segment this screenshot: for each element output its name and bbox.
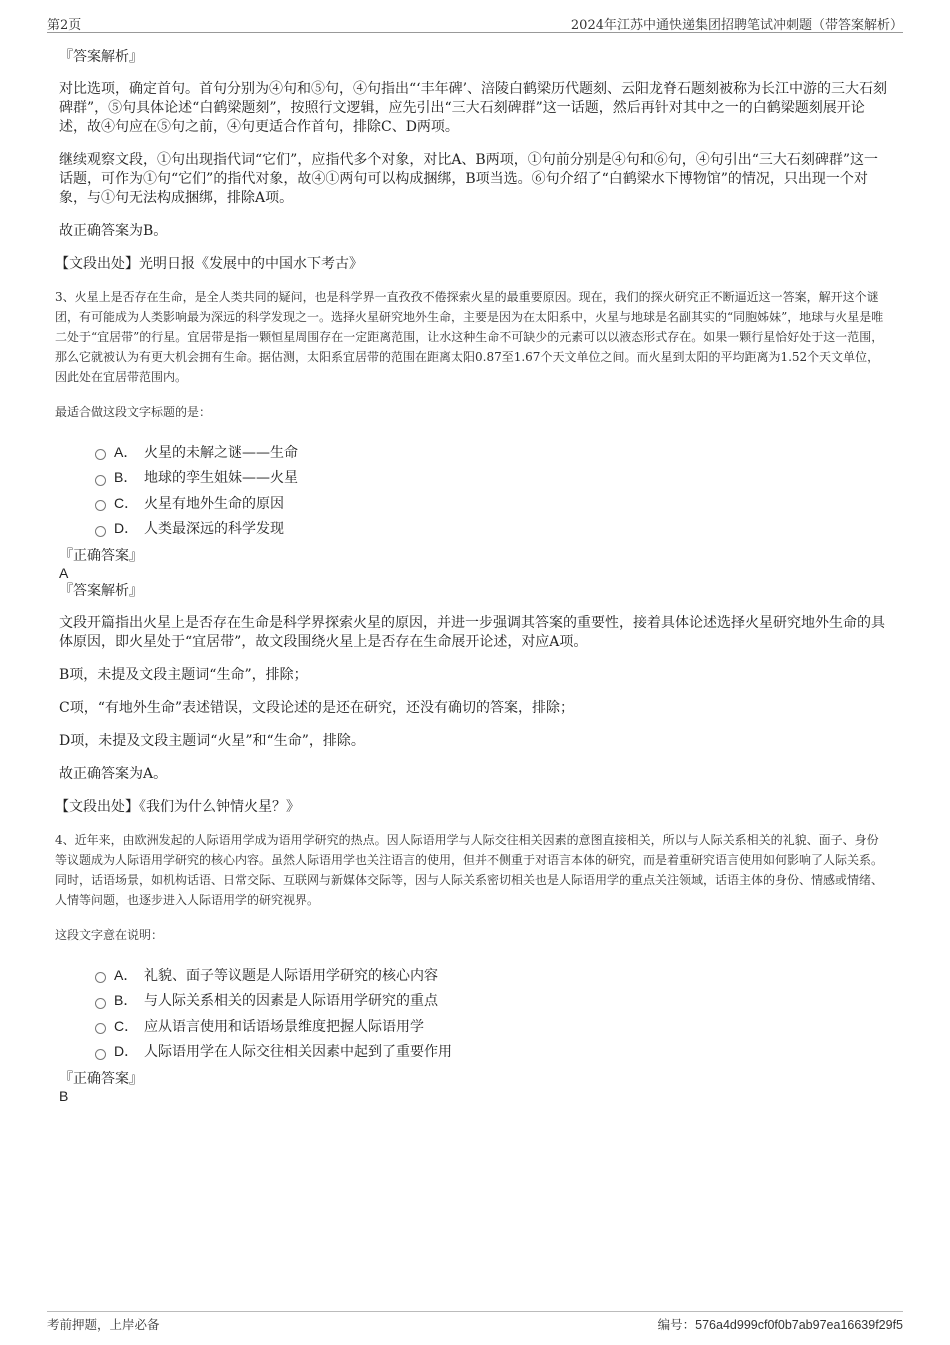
analysis-paragraph: 对比选项，确定首句。首句分别为④句和⑤句，④句指出“‘丰年碑’、涪陵白鹤梁历代题刻、云阳龙脊石题刻被称为长江中游的三大石刻碑群”，⑤句具体论述“白鹤梁题刻”，按照行文逻辑，应先引出“三大石刻碑群”这一话题，然后再针对其中之一的白鹤梁题刻展开论述，故④句应在⑤句之前，④句更适合作首句，排除C、D两项。 xyxy=(59,81,888,135)
question-4 xyxy=(55,830,890,1105)
radio-icon[interactable] xyxy=(95,475,106,486)
radio-icon[interactable] xyxy=(95,998,106,1009)
option-a[interactable]: A． 礼貌、面子等议题是人际语用学研究的核心内容 xyxy=(95,962,890,988)
option-d[interactable]: D． 人际语用学在人际交往相关因素中起到了重要作用 xyxy=(95,1039,890,1065)
question-3 xyxy=(55,287,890,816)
page-footer xyxy=(47,1311,903,1334)
analysis-label: 『答案解析』 xyxy=(59,49,143,65)
option-c[interactable]: C． 火星有地外生命的原因 xyxy=(95,490,890,516)
analysis-paragraph: B项，未提及文段主题词“生命”，排除； xyxy=(59,667,308,683)
answer-label: 『正确答案』 xyxy=(59,1071,143,1087)
options-list xyxy=(95,439,890,541)
option-d[interactable]: D． 人类最深远的科学发现 xyxy=(95,516,890,542)
radio-icon[interactable] xyxy=(95,500,106,511)
page-number: 第2页 xyxy=(47,18,82,33)
analysis-paragraph: 继续观察文段，①句出现指代词“它们”，应指代多个对象，对比A、B两项，①句前分别是④句和⑥句，④句引出“三大石刻碑群”这一话题，可作为①句“它们”的指代对象，故④①两句可以构成捆绑，B项当选。⑥句介绍了“白鹤梁水下博物馆”的情况，只出现一个对象，与①句无法构成捆绑，排除A项。 xyxy=(59,152,879,206)
footer-slogan: 考前押题，上岸必备 xyxy=(47,1317,160,1332)
question-2-tail xyxy=(55,48,890,273)
options-list xyxy=(95,962,890,1064)
answer-value: B xyxy=(59,1088,69,1104)
analysis-paragraph: D项，未提及文段主题词“火星”和“生命”，排除。 xyxy=(59,733,365,749)
option-b[interactable]: B． 与人际关系相关的因素是人际语用学研究的重点 xyxy=(95,988,890,1014)
radio-icon[interactable] xyxy=(95,449,106,460)
answer-label: 『正确答案』 xyxy=(59,548,143,564)
page-header xyxy=(47,12,903,33)
radio-icon[interactable] xyxy=(95,1023,106,1034)
radio-icon[interactable] xyxy=(95,526,106,537)
radio-icon[interactable] xyxy=(95,1049,106,1060)
page-content xyxy=(55,48,890,1105)
option-a[interactable]: A． 火星的未解之谜——生命 xyxy=(95,439,890,465)
question-prompt: 最适合做这段文字标题的是： xyxy=(55,405,212,419)
analysis-paragraph: C项，“有地外生命”表述错误，文段论述的是还在研究，还没有确切的答案，排除； xyxy=(59,700,575,716)
document-title: 2024年江苏中通快递集团招聘笔试冲刺题（带答案解析） xyxy=(570,18,903,33)
source-citation: 【文段出处】光明日报《发展中的中国水下考古》 xyxy=(55,256,363,272)
question-text: 3、火星上是否存在生命，是全人类共同的疑问，也是科学界一直孜孜不倦探索火星的最重要原因。现在，我们的探火研究正不断逼近这一答案，解开这个谜团，有可能成为人类影响最为深远的科学发现之一。选择火星研究地外生命，主要是因为在太阳系中，火星与地球是名副其实的“同胞姊妹”，地球与火星是唯二处于“宜居带”的行星。宜居带是指一颗恒星周围存在一定距离范围，让水这种生命不可缺少的元素可以以液态形式存在。如果一颗行星恰好处于这一范围，那么它就被认为有更大机会拥有生命。据估测，太阳系宜居带的范围在距离太阳0.87至1.67个天文单位之间。而火星到太阳的平均距离为1.52个天文单位，因此处在宜居带范围内。 xyxy=(55,290,884,384)
source-citation: 【文段出处】《我们为什么钟情火星？》 xyxy=(55,799,300,815)
document-code: 编号：576a4d999cf0f0b7ab97ea16639f29f5 xyxy=(657,1318,903,1332)
question-prompt: 这段文字意在说明： xyxy=(55,928,164,942)
answer-value: A xyxy=(59,565,69,581)
option-b[interactable]: B． 地球的孪生姐妹——火星 xyxy=(95,465,890,491)
radio-icon[interactable] xyxy=(95,972,106,983)
analysis-label: 『答案解析』 xyxy=(59,583,143,599)
analysis-paragraph: 文段开篇指出火星上是否存在生命是科学界探索火星的原因，并进一步强调其答案的重要性，接着具体论述选择火星研究地外生命的具体原因，即火星处于“宜居带”，故文段围绕火星上是否存在生命展开论述，对应A项。 xyxy=(59,615,885,650)
question-text: 4、近年来，由欧洲发起的人际语用学成为语用学研究的热点。因人际语用学与人际交往相关因素的意图直接相关，所以与人际关系相关的礼貌、面子、身份等议题成为人际语用学研究的核心内容。虽然人际语用学也关注语言的使用，但并不侧重于对语言本体的研究，而是着重研究语言使用如何影响了人际关系。同时，话语场景，如机构话语、日常交际、互联网与新媒体交际等，因与人际关系密切相关也是人际语用学的重点关注领域，话语主体的身份、情感或情绪、人情等问题，也逐步进入人际语用学的研究视界。 xyxy=(55,833,884,907)
conclusion-text: 故正确答案为B。 xyxy=(59,223,168,239)
option-c[interactable]: C． 应从语言使用和话语场景维度把握人际语用学 xyxy=(95,1013,890,1039)
conclusion-text: 故正确答案为A。 xyxy=(59,766,168,782)
